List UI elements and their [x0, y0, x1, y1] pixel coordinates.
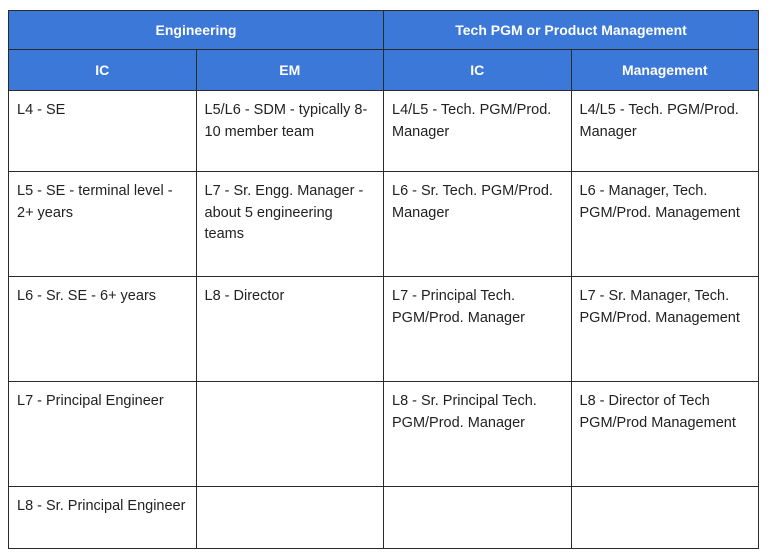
column-header-eng-em: EM [196, 50, 384, 91]
table-cell [196, 382, 384, 487]
table-row [9, 382, 759, 487]
table-cell: L8 - Sr. Principal Engineer [9, 487, 197, 549]
column-header-pgm-ic: IC [384, 50, 572, 91]
table-cell: L7 - Sr. Manager, Tech. PGM/Prod. Management [571, 277, 759, 382]
career-levels-table [8, 10, 759, 549]
table-cell: L6 - Sr. SE - 6+ years [9, 277, 197, 382]
table-row [9, 487, 759, 549]
table-cell: L8 - Sr. Principal Tech. PGM/Prod. Manager [384, 382, 572, 487]
table-cell: L6 - Sr. Tech. PGM/Prod. Manager [384, 172, 572, 277]
group-header-tech-pgm: Tech PGM or Product Management [384, 11, 759, 50]
table-cell: L5 - SE - terminal level - 2+ years [9, 172, 197, 277]
table-cell: L6 - Manager, Tech. PGM/Prod. Management [571, 172, 759, 277]
table-row [9, 91, 759, 172]
table-cell: L7 - Principal Engineer [9, 382, 197, 487]
column-header-eng-ic: IC [9, 50, 197, 91]
table-cell: L4/L5 - Tech. PGM/Prod. Manager [571, 91, 759, 172]
table-cell: L8 - Director [196, 277, 384, 382]
table-cell: L7 - Sr. Engg. Manager - about 5 engineering teams [196, 172, 384, 277]
table-cell [196, 487, 384, 549]
group-header-engineering: Engineering [9, 11, 384, 50]
column-header-pgm-management: Management [571, 50, 759, 91]
table-cell [571, 487, 759, 549]
table-cell [384, 487, 572, 549]
table-row [9, 277, 759, 382]
table-cell: L5/L6 - SDM - typically 8-10 member team [196, 91, 384, 172]
table-cell: L7 - Principal Tech. PGM/Prod. Manager [384, 277, 572, 382]
table-row [9, 172, 759, 277]
table-cell: L8 - Director of Tech PGM/Prod Management [571, 382, 759, 487]
table-cell: L4 - SE [9, 91, 197, 172]
table-cell: L4/L5 - Tech. PGM/Prod. Manager [384, 91, 572, 172]
group-header-row [9, 11, 759, 50]
column-header-row [9, 50, 759, 91]
